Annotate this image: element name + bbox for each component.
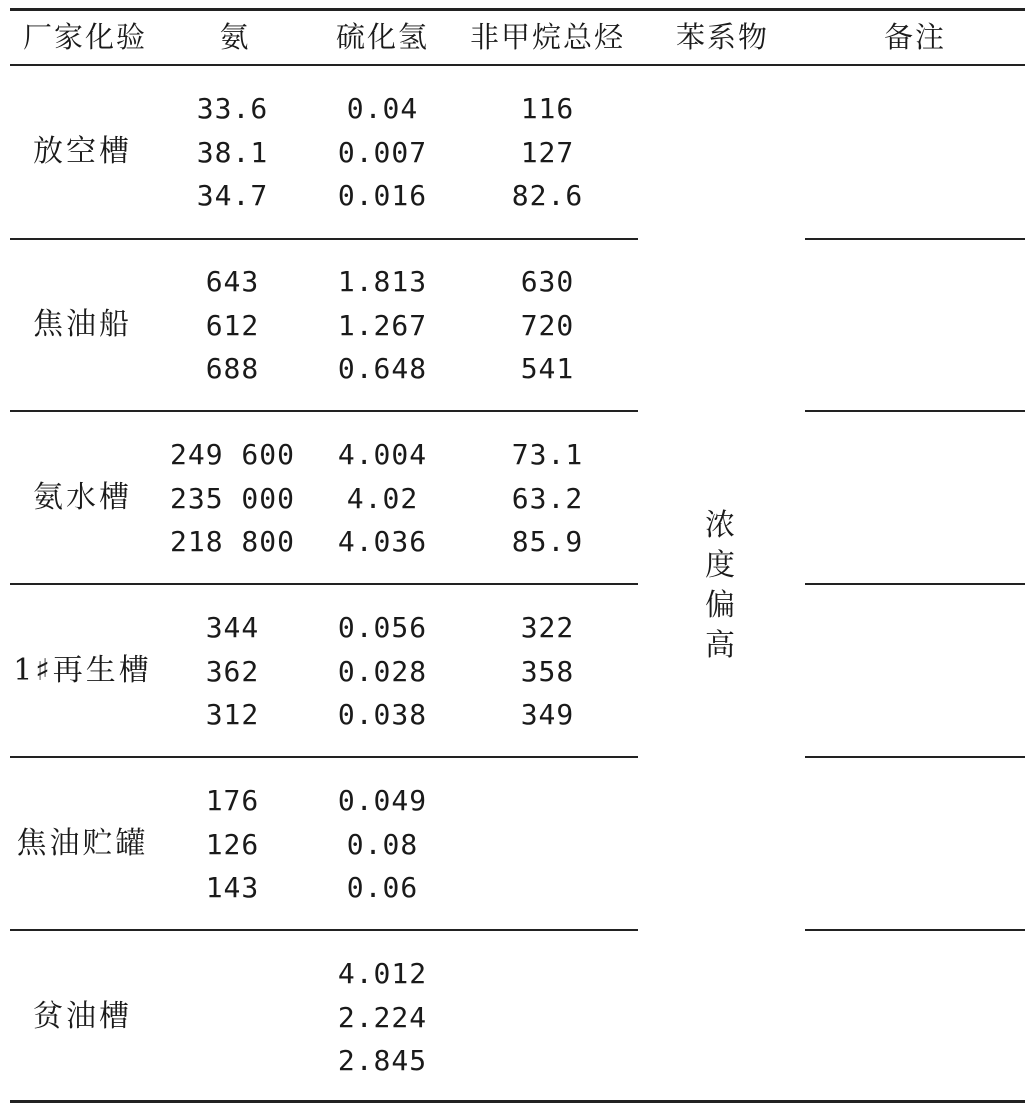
row-rule: [805, 583, 1025, 585]
benzene-remark: [690, 506, 750, 666]
ammonia-values: [165, 260, 300, 391]
nmhc-values: [475, 87, 620, 218]
row-label: 放空槽: [33, 133, 132, 169]
value-cell: 4.012: [337, 957, 428, 990]
value-cell: 127: [520, 135, 575, 169]
value-cell: 612: [205, 308, 260, 342]
remark-char: 浓: [705, 508, 735, 543]
value-cell: 63.2: [511, 481, 584, 515]
value-cell: 720: [520, 308, 575, 342]
row-label: 焦油贮罐: [16, 825, 149, 861]
nmhc-values: [475, 260, 620, 391]
table-row: [0, 411, 1032, 584]
row-label: 1♯再生槽: [13, 652, 152, 688]
value-cell: 0.038: [337, 698, 428, 731]
h2s-values: [315, 606, 450, 737]
remark-char: 高: [705, 628, 735, 663]
header-nmhc: 非甲烷总烃: [469, 20, 625, 54]
value-cell: 33.6: [196, 92, 269, 125]
value-cell: 82.6: [511, 179, 584, 212]
value-cell: 1.813: [337, 265, 428, 298]
ammonia-values: [165, 87, 300, 218]
value-cell: 0.06: [346, 871, 419, 904]
row-rule: [805, 410, 1025, 412]
header-benzene: 苯系物: [675, 20, 769, 54]
value-cell: 73.1: [511, 438, 584, 471]
value-cell: 1.267: [337, 308, 428, 342]
value-cell: 126: [205, 827, 260, 861]
h2s-values: [315, 260, 450, 391]
row-rule: [10, 929, 638, 931]
table-row: [0, 584, 1032, 757]
row-label: 贫油槽: [33, 998, 132, 1034]
value-cell: 0.049: [337, 784, 428, 817]
value-cell: 218 800: [169, 525, 295, 558]
nmhc-values: [475, 433, 620, 564]
row-rule: [10, 583, 638, 585]
value-cell: 2.845: [337, 1044, 428, 1077]
h2s-values: [315, 779, 450, 910]
value-cell: 0.08: [346, 827, 419, 861]
row-rule: [10, 238, 638, 240]
ammonia-values: [165, 433, 300, 564]
h2s-values: [315, 433, 450, 564]
row-rule: [805, 929, 1025, 931]
value-cell: 0.648: [337, 352, 428, 385]
value-cell: 312: [205, 698, 260, 731]
table-row: [0, 238, 1032, 411]
value-cell: 344: [205, 611, 260, 644]
table-row: [0, 757, 1032, 930]
bottom-rule: [10, 1100, 1025, 1103]
value-cell: 0.04: [346, 92, 419, 125]
table-row: [0, 65, 1032, 238]
value-cell: 688: [205, 352, 260, 385]
h2s-values: [315, 952, 450, 1083]
value-cell: 2.224: [337, 1000, 428, 1034]
remark-char: 度: [705, 548, 735, 583]
row-label: 氨水槽: [33, 479, 132, 515]
value-cell: 85.9: [511, 525, 584, 558]
remark-char: 偏: [705, 588, 735, 623]
value-cell: 362: [205, 654, 260, 688]
table-row: [0, 930, 1032, 1103]
value-cell: 38.1: [196, 135, 269, 169]
value-cell: 4.02: [346, 481, 419, 515]
value-cell: 0.028: [337, 654, 428, 688]
header-h2s: 硫化氢: [335, 20, 429, 54]
value-cell: 116: [520, 92, 575, 125]
value-cell: 349: [520, 698, 575, 731]
value-cell: 358: [520, 654, 575, 688]
ammonia-values: [165, 779, 300, 910]
value-cell: 541: [520, 352, 575, 385]
h2s-values: [315, 87, 450, 218]
value-cell: 249 600: [169, 438, 295, 471]
row-rule: [805, 238, 1025, 240]
header-remark: 备注: [883, 20, 946, 54]
row-rule: [805, 756, 1025, 758]
value-cell: 235 000: [169, 481, 295, 515]
ammonia-values: [165, 606, 300, 737]
header-factory-test: 厂家化验: [22, 20, 147, 54]
value-cell: 176: [205, 784, 260, 817]
value-cell: 630: [520, 265, 575, 298]
value-cell: 322: [520, 611, 575, 644]
value-cell: 0.007: [337, 135, 428, 169]
row-rule: [10, 410, 638, 412]
row-rule: [10, 756, 638, 758]
row-label: 焦油船: [33, 306, 132, 342]
value-cell: 143: [205, 871, 260, 904]
value-cell: 4.004: [337, 438, 428, 471]
value-cell: 0.016: [337, 179, 428, 212]
value-cell: 643: [205, 265, 260, 298]
top-rule: [10, 8, 1025, 11]
value-cell: 0.056: [337, 611, 428, 644]
value-cell: 4.036: [337, 525, 428, 558]
value-cell: 34.7: [196, 179, 269, 212]
header-ammonia: 氨: [219, 20, 251, 54]
nmhc-values: [475, 606, 620, 737]
